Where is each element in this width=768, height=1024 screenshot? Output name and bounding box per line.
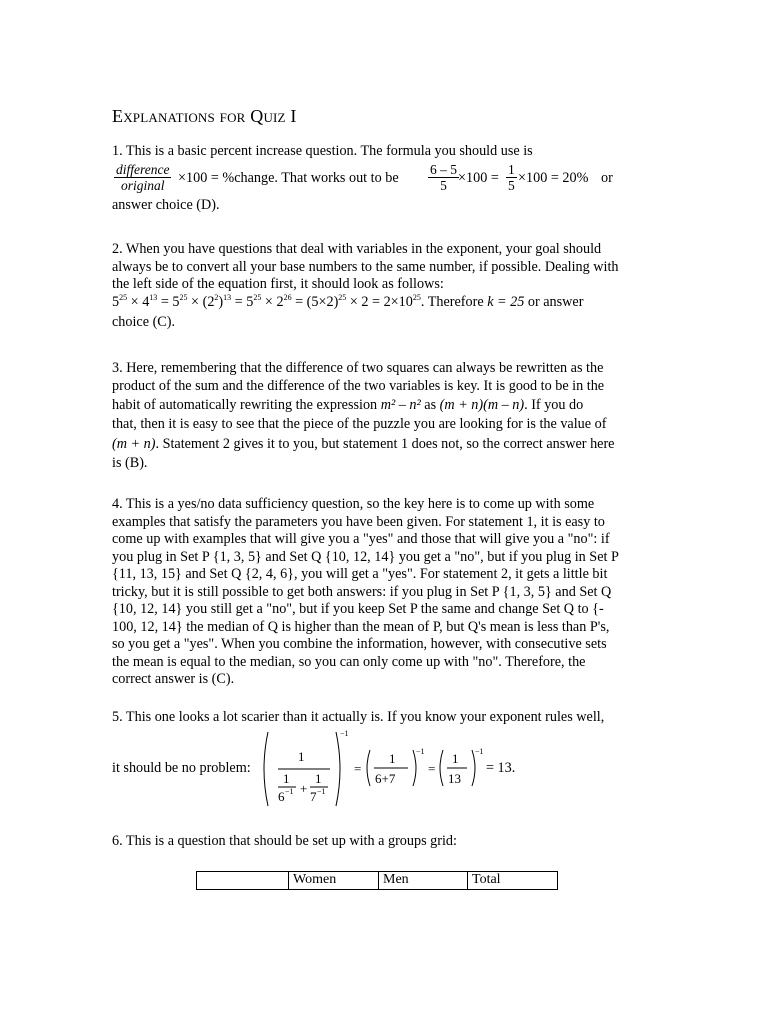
q1-frac-diff: difference original <box>116 161 170 193</box>
q1-frac-15: $\frac{1}{5}$ <box>508 161 515 193</box>
q5-paragraph <box>112 709 660 727</box>
q4-line: you plug in Set P {1, 3, 5} and Set Q {10, 12, 14} you get a "no", but if you plug in Set P <box>112 548 619 565</box>
q4-line: {10, 12, 14} you still get a "no", but if you keep Set P the same and change Set Q to {- <box>112 601 604 617</box>
grid-header-women: Women <box>289 872 379 890</box>
q5-lead: it should be no problem: <box>112 760 251 776</box>
q4-line: {11, 13, 15} and Set Q {2, 4, 6}, you will get a "yes". For statement 2, it gets a little bit <box>112 566 608 582</box>
svg-text:−1: −1 <box>416 747 425 756</box>
q2-equation: $5^{25} \times 4^{13} = 5^{25} \times (2^2)^{13} = 5^{25} \times 2^{26} = (5\times 2)^{25} \times 2 = 2\times 10^{25}$ <box>112 292 421 310</box>
q2-line2: always be to convert all your base numbers to the same number, if possible. Dealing with <box>112 258 619 275</box>
q1-line1: 1. This is a basic percent increase question. The formula you should use is <box>112 143 533 159</box>
q4-line: tricky, but it is still possible to get both answers: if you plug in Set P {1, 3, 5} and Set Q <box>112 583 612 600</box>
page-title: Explanations for Quiz I <box>112 106 297 126</box>
q3-line4: that, then it is easy to see that the piece of the puzzle you are looking for is the value of <box>112 416 607 432</box>
svg-text:=: = <box>354 761 362 776</box>
svg-text:1: 1 <box>315 771 322 786</box>
q1-frac-65: $\frac{6 - 5}{5}$ <box>430 161 457 193</box>
svg-text:1: 1 <box>389 751 396 766</box>
grid-header-men: Men <box>379 872 468 890</box>
groups-grid <box>196 871 558 890</box>
svg-text:−1: −1 <box>340 729 349 738</box>
q4-paragraph <box>112 496 660 689</box>
q5-result: = 13. <box>486 760 516 776</box>
q4-line: 100, 12, 14} the median of Q is higher than the mean of P, but Q's mean is less than P's, <box>112 618 610 635</box>
q5-line1: 5. This one looks a lot scarier than it actually is. If you know your exponent rules well, <box>112 709 605 725</box>
svg-text:1: 1 <box>298 749 305 764</box>
svg-text:−1: −1 <box>317 787 326 796</box>
q1-or: or <box>601 169 613 186</box>
svg-text:13: 13 <box>448 771 461 786</box>
q4-line: the mean is equal to the median, so you can only come up with "no". Therefore, the <box>112 653 586 670</box>
q6-line1: 6. This is a question that should be set up with a groups grid: <box>112 833 457 849</box>
q3-line5: (m + n). Statement 2 gives it to you, but statement 1 does not, so the correct answer here <box>112 435 615 452</box>
grid-header-total: Total <box>468 872 558 890</box>
svg-text:+: + <box>300 781 308 796</box>
q3-expr-factored: (m + n)(m – n) <box>439 397 525 413</box>
q6-paragraph <box>112 833 660 851</box>
q3-expr-diff-squares: m² – n² <box>380 397 421 413</box>
q1-paragraph <box>112 143 660 214</box>
q2-equation-line: $5^{25} \times 4^{13} = 5^{25} \times (2^2)^{13} = 5^{25} \times 2^{26} = (5\times 2)^{25} \times 2 = 2\times 10^{25}$. Therefore k = 25 or answer <box>112 292 584 310</box>
q1-times100: ×100 = <box>458 169 499 186</box>
svg-text:6+7: 6+7 <box>375 771 396 786</box>
groups-grid-header-row <box>197 872 558 890</box>
q3-expr-sum: (m + n) <box>112 435 156 452</box>
q2-k-value: k = 25 <box>487 293 525 310</box>
svg-text:6: 6 <box>278 789 285 804</box>
q1-result: ×100 = 20% <box>518 169 589 186</box>
svg-text:=: = <box>428 761 436 776</box>
q3-paragraph <box>112 360 660 472</box>
q4-line: 4. This is a yes/no data sufficiency question, so the key here is to come up with some <box>112 496 595 512</box>
q2-paragraph <box>112 241 660 331</box>
svg-text:−1: −1 <box>285 787 294 796</box>
q2-last-line: choice (C). <box>112 313 176 330</box>
q2-line1: 2. When you have questions that deal with variables in the exponent, your goal should <box>112 241 602 257</box>
q1-line3: answer choice (D). <box>112 196 220 213</box>
q2-line3: the left side of the equation first, it should look as follows: <box>112 276 444 292</box>
svg-text:7: 7 <box>310 789 317 804</box>
svg-text:1: 1 <box>283 771 290 786</box>
q3-line3: habit of automatically rewriting the expression m² – n² as (m + n)(m – n). If you do <box>112 397 584 413</box>
q3-line2: product of the sum and the difference of the two variables is key. It is good to be in the <box>112 377 605 394</box>
q4-line: correct answer is (C). <box>112 671 235 687</box>
q4-line: so you get a "yes". When you combine the information, however, with consecutive sets <box>112 636 607 652</box>
q4-line: examples that satisfy the parameters you have been given. For statement 1, it is easy to <box>112 513 605 530</box>
q1-formula-line <box>112 161 660 197</box>
q1-formula-tail: ×100 = %change. That works out to be <box>178 169 399 186</box>
q3-line1: 3. Here, remembering that the difference of two squares can always be rewritten as the <box>112 360 604 376</box>
svg-text:1: 1 <box>452 751 459 766</box>
q4-line: come up with examples that will give you a "yes" and those that will give you a "no": if <box>112 531 610 547</box>
svg-text:−1: −1 <box>475 747 484 756</box>
grid-header-blank <box>197 872 289 890</box>
q3-line6: is (B). <box>112 454 148 471</box>
